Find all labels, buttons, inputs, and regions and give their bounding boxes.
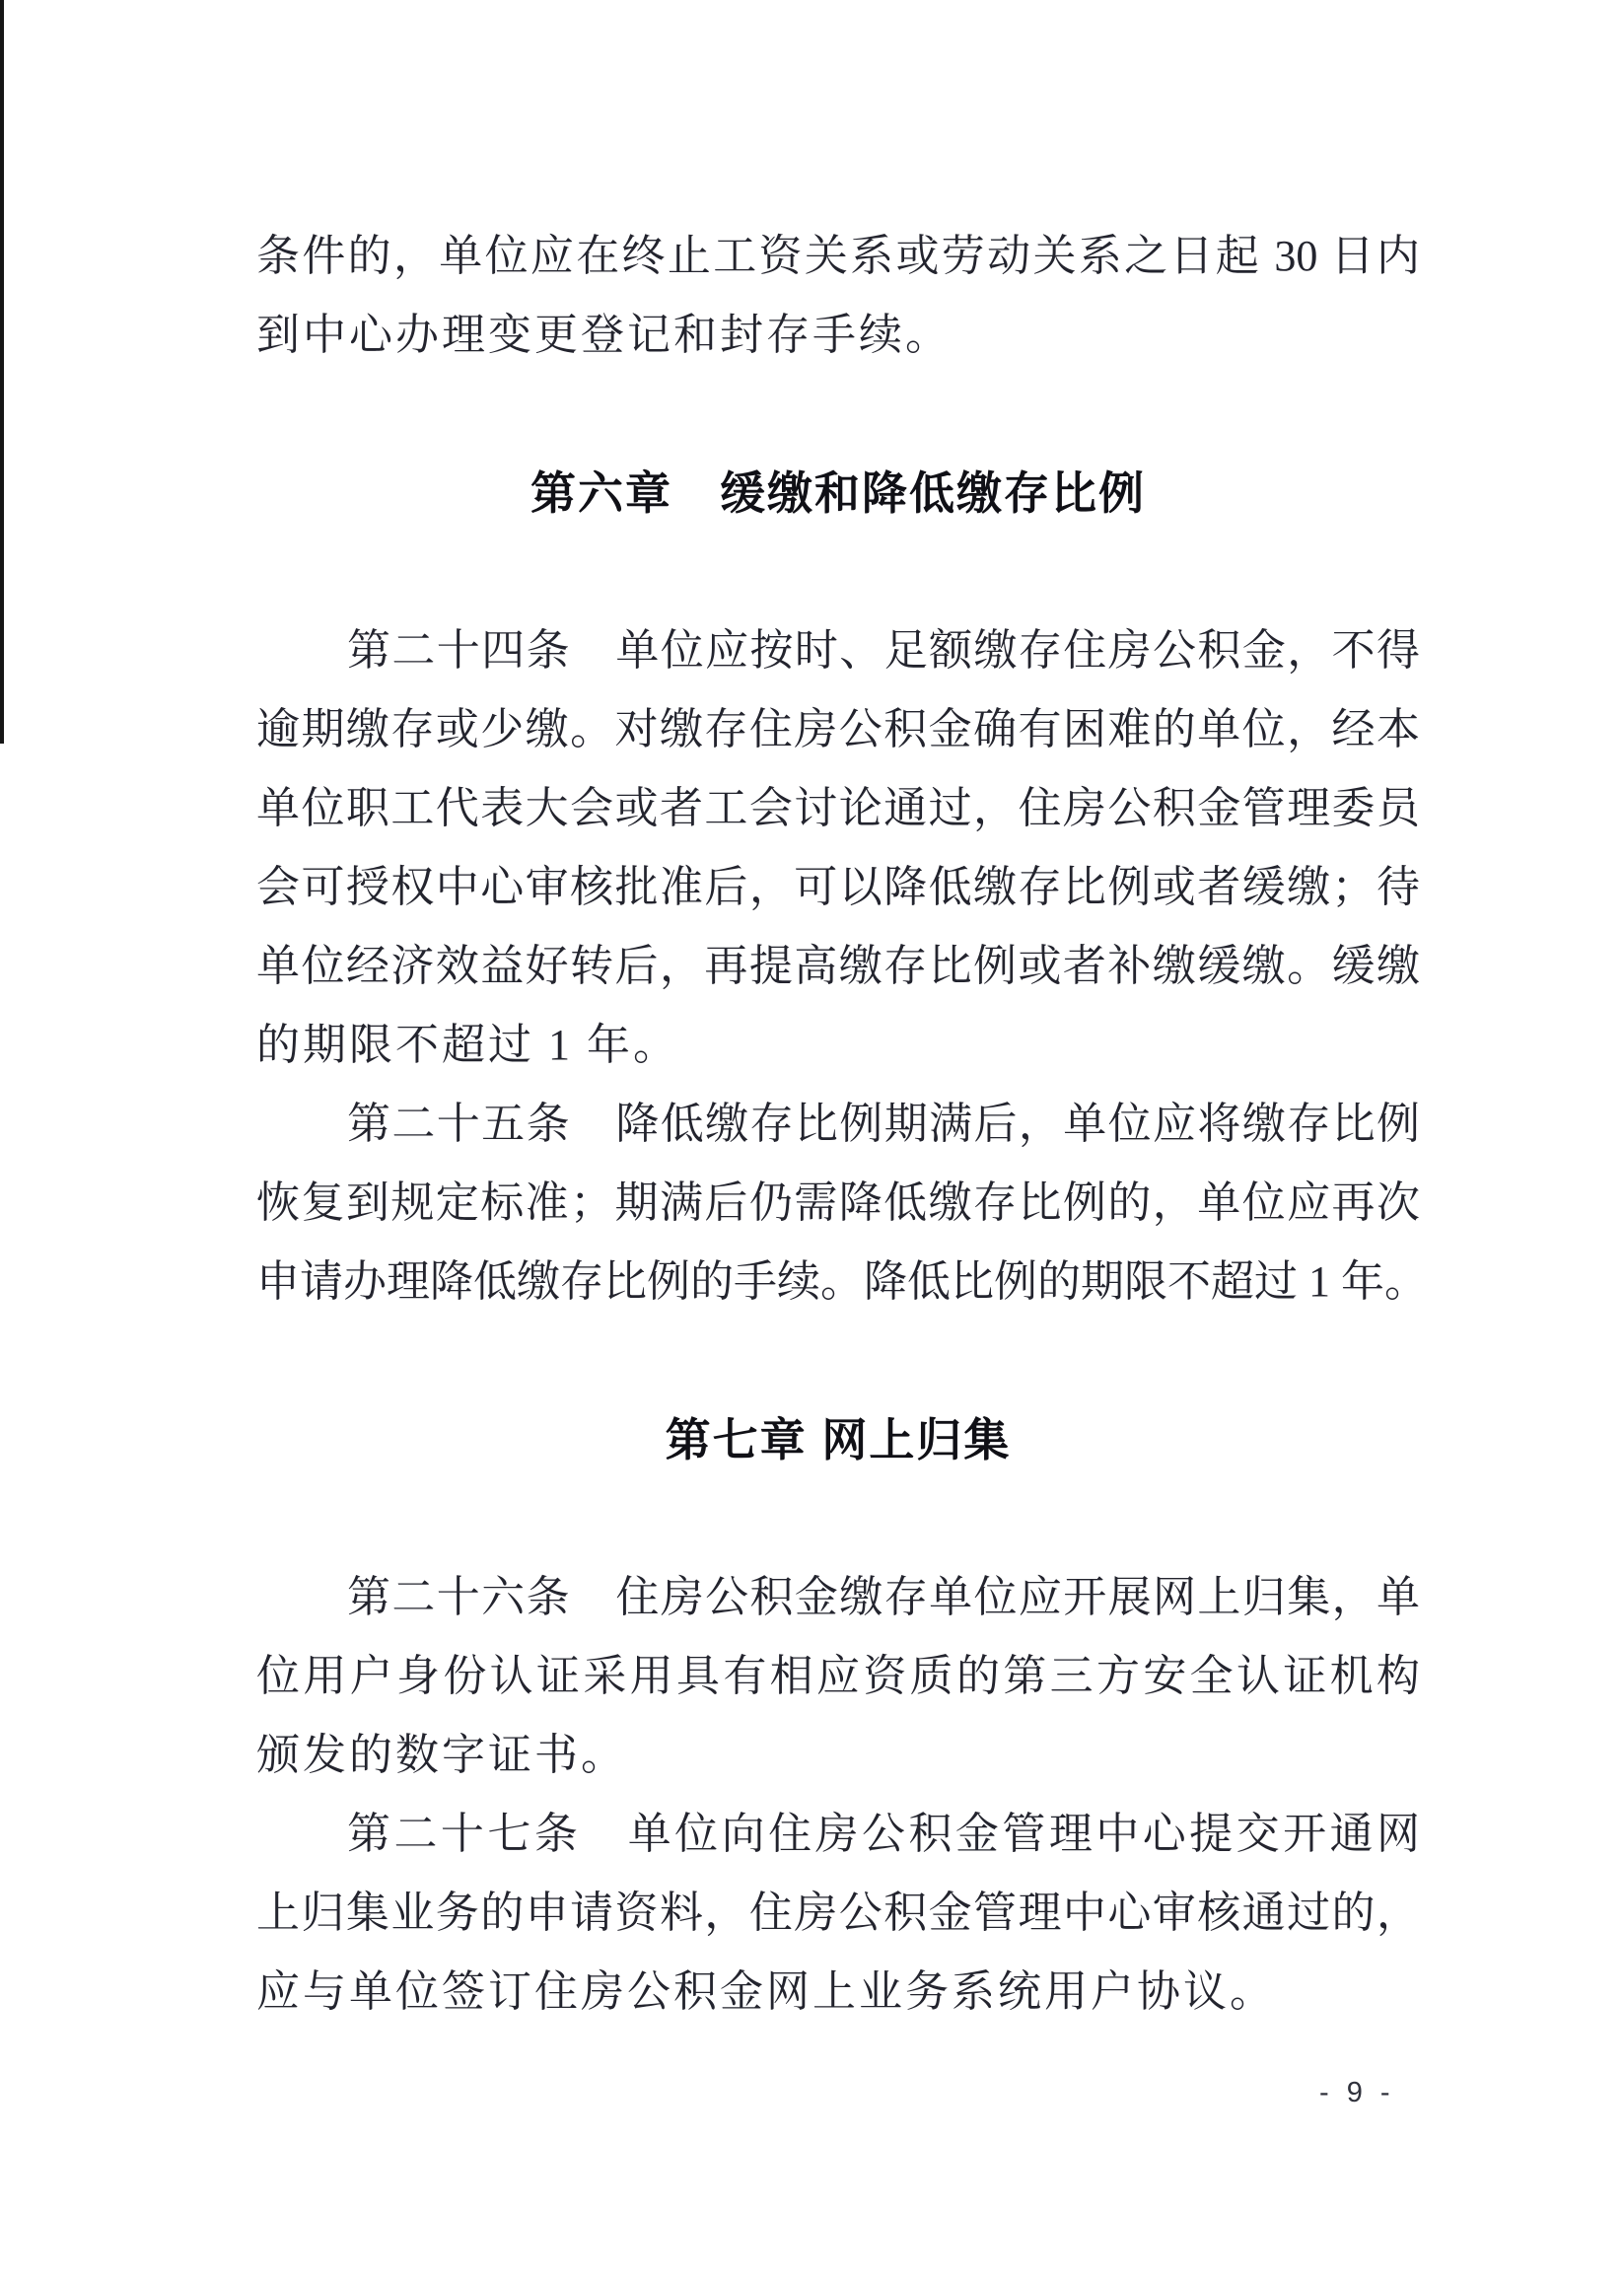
text-line: 颁发的数字证书。 <box>256 1731 627 1779</box>
text-line: 第二十七条 单位向住房公积金管理中心提交开通网 <box>347 1810 1420 1858</box>
text-line: 恢复到规定标准；期满后仍需降低缴存比例的，单位应再次 <box>256 1178 1420 1227</box>
text-line: 申请办理降低缴存比例的手续。降低比例的期限不超过 1 年。 <box>256 1257 1428 1306</box>
chapter-heading: 第七章 网上归集 <box>665 1414 1012 1465</box>
text-line: 第二十五条 降低缴存比例期满后，单位应将缴存比例 <box>347 1100 1420 1148</box>
text-line: 第二十六条 住房公积金缴存单位应开展网上归集，单 <box>347 1573 1420 1621</box>
text-line: 到中心办理变更登记和封存手续。 <box>256 311 952 359</box>
text-line: 单位经济效益好转后，再提高缴存比例或者补缴缓缴。缓缴 <box>256 942 1420 990</box>
text-line: 的期限不超过 1 年。 <box>256 1021 679 1069</box>
text-line: 会可授权中心审核批准后，可以降低缴存比例或者缓缴；待 <box>256 863 1420 911</box>
text-line: 上归集业务的申请资料，住房公积金管理中心审核通过的， <box>256 1889 1420 1937</box>
text-line: 位用户身份认证采用具有相应资质的第三方安全认证机构 <box>256 1652 1420 1700</box>
document-body <box>256 0 1428 2032</box>
text-line: 逾期缴存或少缴。对缴存住房公积金确有困难的单位，经本 <box>256 705 1420 753</box>
chapter-heading: 第六章 缓缴和降低缴存比例 <box>530 467 1146 519</box>
text-line: 单位职工代表大会或者工会讨论通过，住房公积金管理委员 <box>256 784 1420 832</box>
scan-artifact-line <box>0 0 4 744</box>
page-number: - 9 - <box>1319 2077 1395 2108</box>
text-line: 条件的，单位应在终止工资关系或劳动关系之日起 30 日内 <box>256 232 1420 280</box>
text-line: 第二十四条 单位应按时、足额缴存住房公积金，不得 <box>347 626 1420 675</box>
text-line: 应与单位签订住房公积金网上业务系统用户协议。 <box>256 1967 1276 2016</box>
